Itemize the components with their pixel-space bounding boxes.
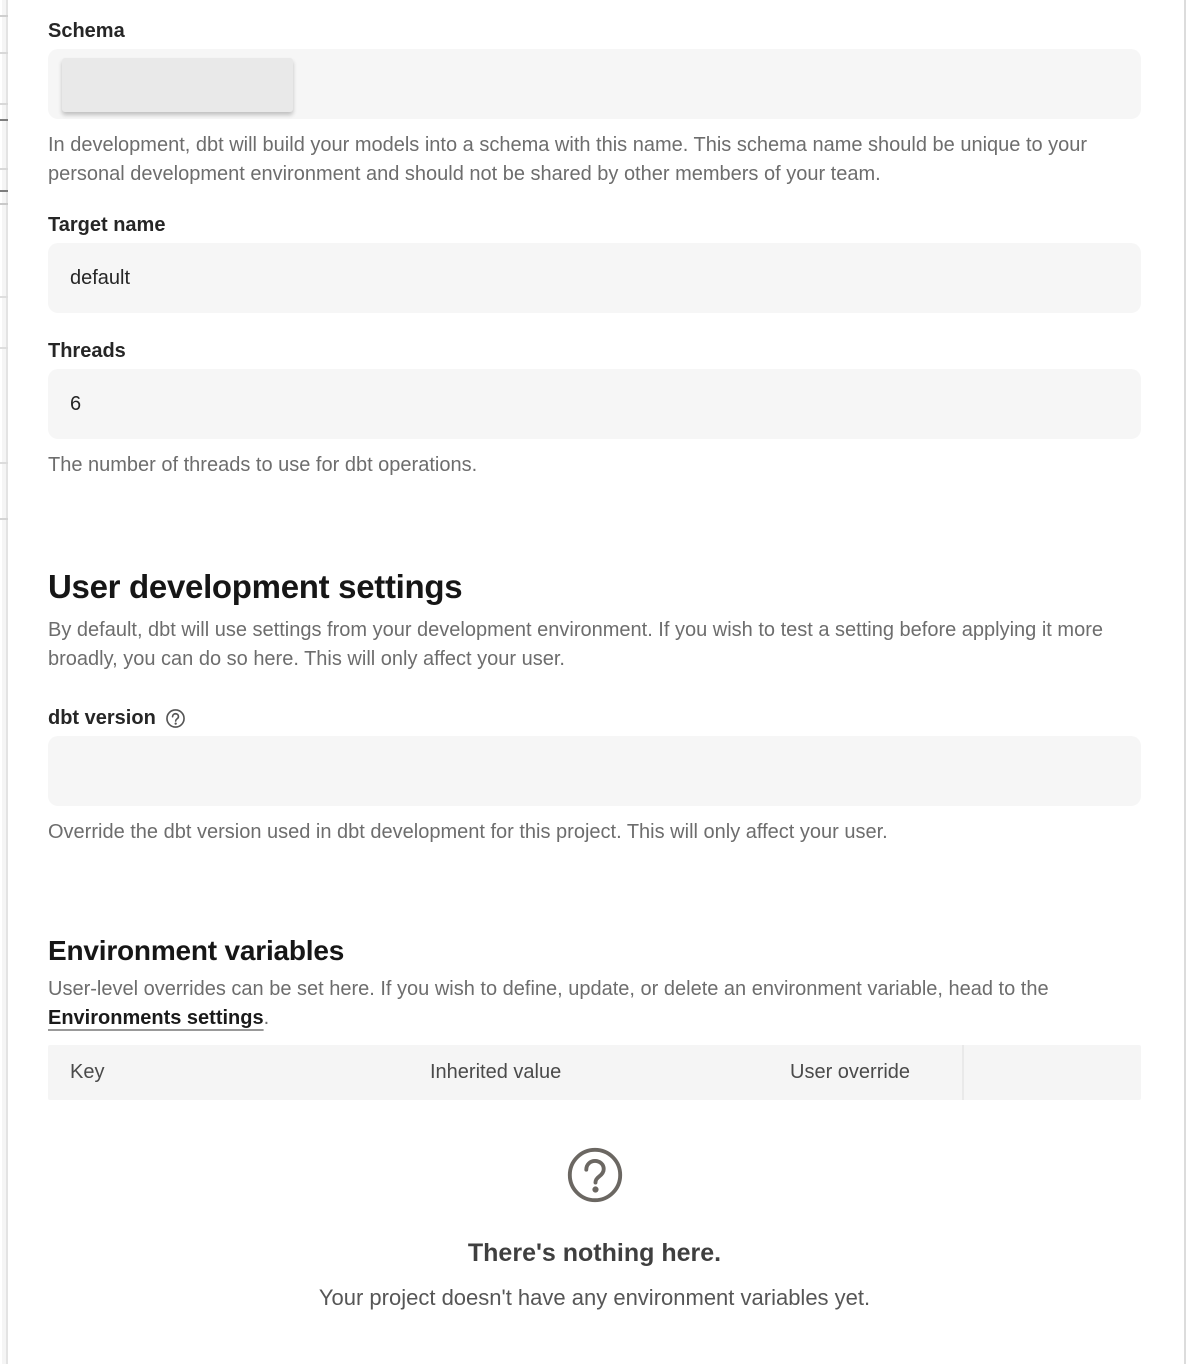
target-name-input[interactable] xyxy=(48,243,1141,313)
panel-edge-tick xyxy=(0,190,8,192)
panel-edge-tick xyxy=(0,347,8,349)
environments-settings-link[interactable]: Environments settings xyxy=(48,1007,264,1029)
column-header-inherited-value: Inherited value xyxy=(430,1061,562,1083)
column-header-user-override: User override xyxy=(790,1061,911,1083)
environment-variables-description-period: . xyxy=(263,1007,270,1029)
threads-field xyxy=(48,339,1141,480)
target-name-label: Target name xyxy=(48,214,166,236)
dbt-version-label: dbt version xyxy=(48,707,156,729)
panel-edge-tick xyxy=(0,203,8,205)
schema-label: Schema xyxy=(48,20,125,42)
dbt-version-field xyxy=(48,706,1141,847)
question-circle-icon[interactable] xyxy=(165,708,186,729)
panel-edge-tick xyxy=(0,119,8,121)
threads-help-text: The number of threads to use for dbt operations. xyxy=(48,454,478,476)
column-header-actions xyxy=(962,1045,1141,1100)
dbt-version-help-text: Override the dbt version used in dbt development for this project. This will only affect your user. xyxy=(48,821,888,843)
panel-edge-tick xyxy=(0,462,8,464)
schema-input[interactable] xyxy=(48,49,1141,119)
scroll-area-edge xyxy=(1184,0,1186,1364)
user-development-settings-description: By default, dbt will use settings from your development environment. If you wish to test a setting before applying it more broadly, you can do so here. This will only affect your user. xyxy=(48,619,1103,670)
left-panel-edge xyxy=(0,0,8,1364)
panel-edge-tick xyxy=(0,518,8,520)
user-development-settings-title: User development settings xyxy=(48,568,463,605)
environment-variables-description xyxy=(48,975,1141,1033)
column-header-key: Key xyxy=(70,1061,105,1083)
schema-field xyxy=(48,19,1141,189)
panel-edge-tick xyxy=(0,15,8,17)
panel-edge-tick xyxy=(0,103,8,105)
schema-help-text: In development, dbt will build your models into a schema with this name. This schema name should be unique to your personal development environment and should not be shared by other members of your team. xyxy=(48,134,1088,185)
credentials-settings-form xyxy=(48,0,1141,1313)
empty-state-subtitle: Your project doesn't have any environment variables yet. xyxy=(318,1285,871,1310)
schema-value-redacted xyxy=(62,58,293,112)
question-circle-icon xyxy=(564,1193,626,1210)
environment-variables-description-text: User-level overrides can be set here. If you wish to define, update, or delete an environment variable, head to the xyxy=(48,978,1049,1000)
env-vars-empty-state xyxy=(48,1144,1141,1313)
target-name-field xyxy=(48,213,1141,313)
env-vars-table-header xyxy=(48,1045,1141,1100)
panel-edge-tick xyxy=(0,52,8,54)
panel-edge-tick xyxy=(0,296,8,298)
empty-state-title: There's nothing here. xyxy=(467,1239,722,1267)
threads-input[interactable] xyxy=(48,369,1141,439)
environment-variables-title: Environment variables xyxy=(48,935,345,966)
panel-edge-tick xyxy=(0,168,8,170)
dbt-version-input[interactable] xyxy=(48,736,1141,806)
threads-label: Threads xyxy=(48,340,126,362)
